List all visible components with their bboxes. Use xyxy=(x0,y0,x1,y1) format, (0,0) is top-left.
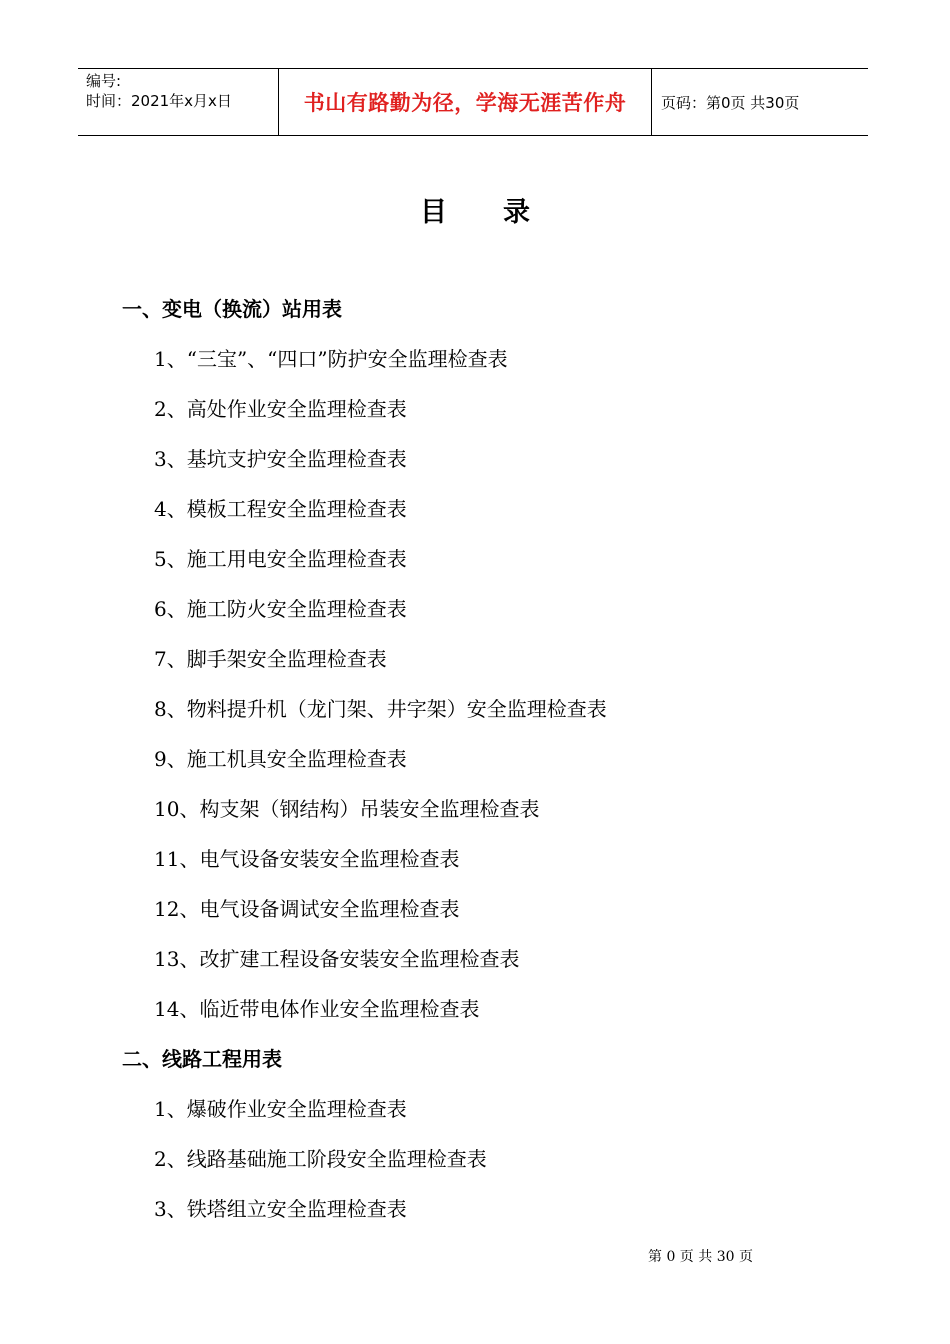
page-footer: 第 0 页 共 30 页 xyxy=(648,1249,753,1265)
motto-text: 书山有路勤为径，学海无涯苦作舟 xyxy=(303,91,627,115)
header-motto-cell xyxy=(279,69,652,135)
toc-item: 6、施工防火安全监理检查表 xyxy=(154,597,407,621)
toc-item: 3、铁塔组立安全监理检查表 xyxy=(154,1197,407,1221)
page-title xyxy=(0,190,950,229)
toc-item: 2、高处作业安全监理检查表 xyxy=(154,397,407,421)
number-label: 编号: xyxy=(86,72,122,90)
toc-item: 8、物料提升机（龙门架、井字架）安全监理检查表 xyxy=(154,697,607,721)
time-label: 时间：2021年x月x日 xyxy=(86,92,232,110)
title-part-1: 目 xyxy=(420,197,447,228)
toc-item: 11、电气设备安装安全监理检查表 xyxy=(154,847,460,871)
page-info-text: 页码：第0页 共30页 xyxy=(661,93,800,112)
toc-item: 7、脚手架安全监理检查表 xyxy=(154,647,387,671)
toc-item: 3、基坑支护安全监理检查表 xyxy=(154,447,407,471)
toc-item: 5、施工用电安全监理检查表 xyxy=(154,547,407,571)
section-heading: 二、线路工程用表 xyxy=(122,1047,282,1071)
toc-item: 1、爆破作业安全监理检查表 xyxy=(154,1097,407,1121)
title-part-2: 录 xyxy=(503,197,530,228)
toc-item: 12、电气设备调试安全监理检查表 xyxy=(154,897,460,921)
toc-item: 13、改扩建工程设备安装安全监理检查表 xyxy=(154,947,520,971)
toc-item: 4、模板工程安全监理检查表 xyxy=(154,497,407,521)
table-of-contents xyxy=(122,293,882,1243)
header-page-info xyxy=(652,69,868,135)
toc-item: 9、施工机具安全监理检查表 xyxy=(154,747,407,771)
toc-item: 14、临近带电体作业安全监理检查表 xyxy=(154,997,480,1021)
header-meta xyxy=(78,69,279,135)
toc-item: 2、线路基础施工阶段安全监理检查表 xyxy=(154,1147,487,1171)
page-header xyxy=(78,68,868,136)
toc-item: 1、“三宝”、“四口”防护安全监理检查表 xyxy=(154,347,508,371)
section-heading: 一、变电（换流）站用表 xyxy=(122,297,342,321)
toc-item: 10、构支架（钢结构）吊装安全监理检查表 xyxy=(154,797,540,821)
